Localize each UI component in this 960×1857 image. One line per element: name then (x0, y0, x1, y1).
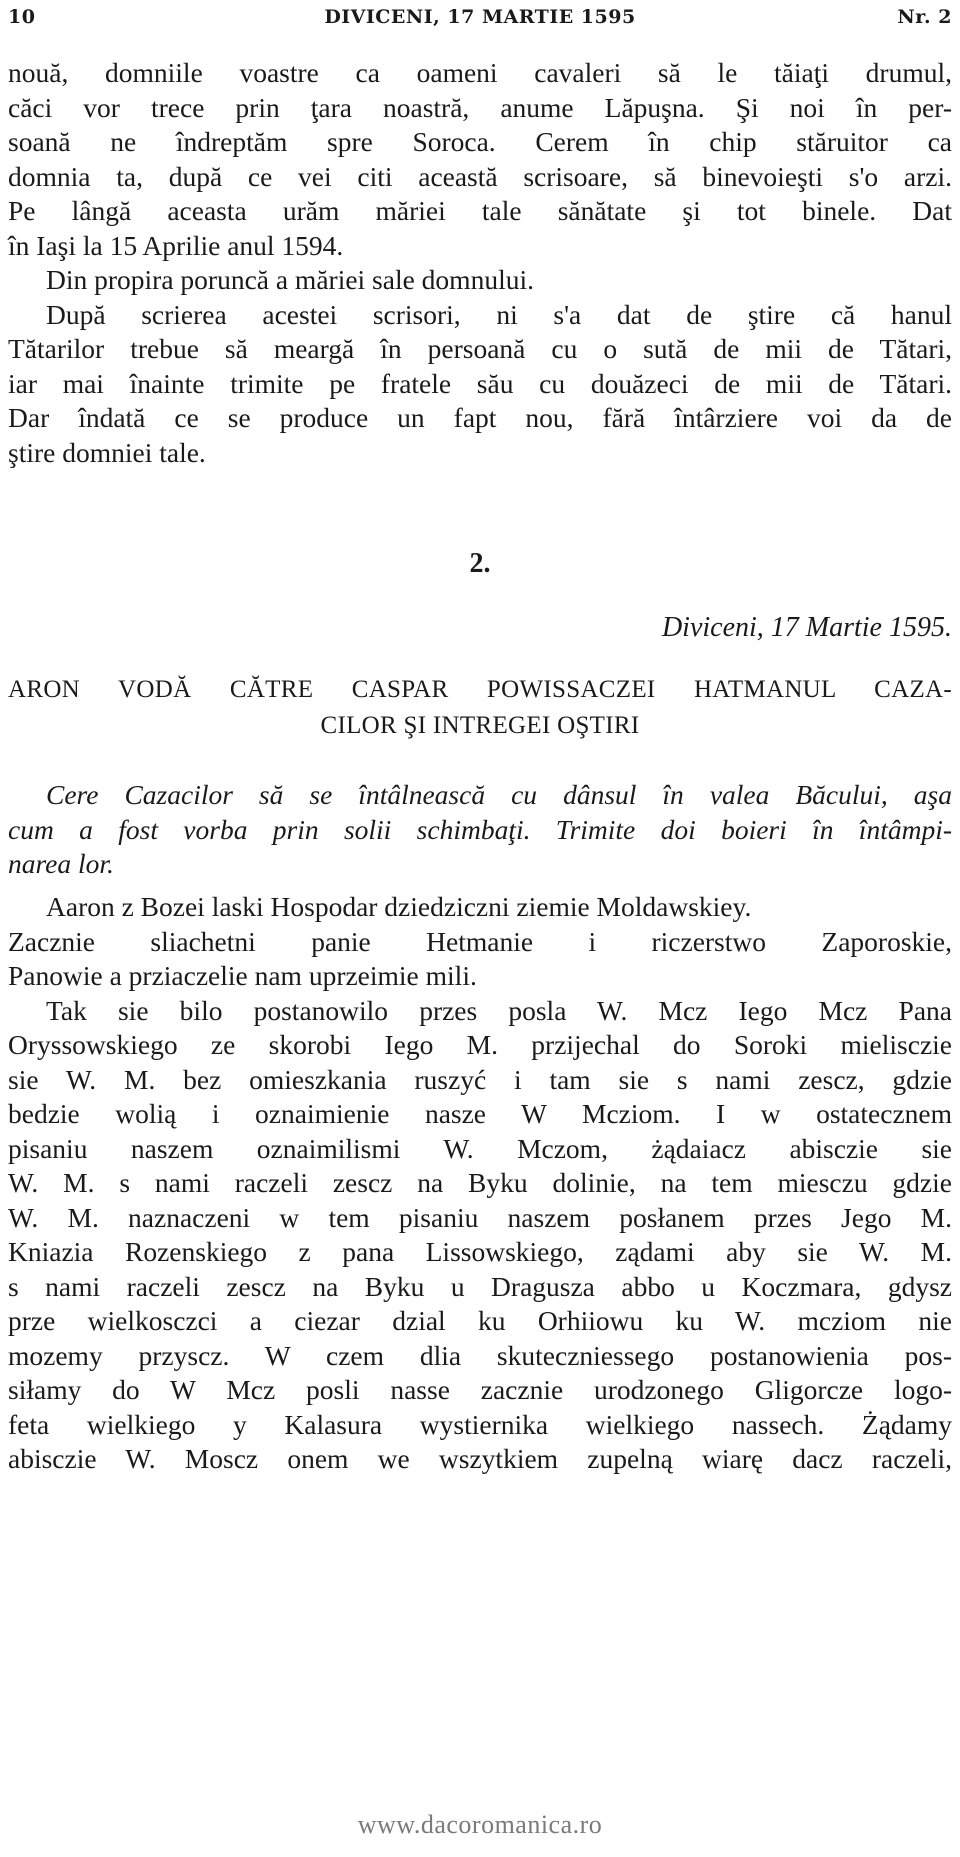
body-line: abisczie W. Moscz onem we wszytkiem zupelną wiarę dacz raczeli, (8, 1443, 952, 1474)
body-line: s nami raczeli zescz na Byku u Dragusza abbo u Koczmara, gdysz (8, 1270, 952, 1302)
body-line: bedzie wolią i oznaimienie nasze W Mcziom. I w ostatecznem (8, 1098, 952, 1129)
summary-line: narea lor. (8, 848, 114, 879)
body-line: siłamy do W Mcz posli nasse zacznie urodzonego Gligorcze logo- (8, 1374, 952, 1405)
body-line: sie W. M. bez omieszkania ruszyć i tam sie s nami zescz, gdzie (8, 1063, 952, 1095)
postscript-line: Dar îndată ce se produce un fapt nou, fără întârziere voi da de (8, 402, 952, 433)
issue-number: Nr. 2 (897, 6, 952, 28)
postscript-line: Tătarilor trebue să meargă în persoană cu o sută de mii de Tătari, (8, 333, 952, 364)
text-line: Pe lângă aceasta urăm măriei tale sănătate şi tot binele. Dat (8, 195, 952, 226)
body-line: Aaron z Bozei laski Hospodar dziedziczni ziemie Moldawskiey. (46, 891, 752, 922)
body-line: Kniazia Rozenskiego z pana Lissowskiego, ządami aby sie W. M. (8, 1236, 952, 1267)
summary-line: Cere Cazacilor să se întâlnească cu dânsul în valea Băcului, aşa (46, 779, 952, 810)
signature-line: Din propira poruncă a măriei sale domnului. (46, 264, 534, 295)
postscript-line: ştire domniei tale. (8, 436, 206, 468)
body-line: Zacznie sliachetni panie Hetmanie i riczerstwo Zaporoskie, (8, 925, 952, 957)
running-title: DIVICENI, 17 MARTIE 1595 (324, 6, 636, 28)
text-line: nouă, domniile voastre ca oameni cavaleri să le tăiaţi drumul, (8, 57, 952, 88)
body-line: Tak sie bilo postanowilo przes posla W. Mcz Iego Mcz Pana (46, 994, 952, 1026)
heading-line: CILOR ŞI INTREGEI OŞTIRI (320, 712, 640, 739)
body-line: prze wielkosczci a ciezar dzial ku Orhiiowu ku W. mcziom nie (8, 1305, 952, 1336)
body-line: Panowie a prziaczelie nam uprzeimie mili. (8, 960, 477, 991)
page-header (8, 6, 952, 36)
postscript-line: iar mai înainte trimite pe fratele său cu douăzeci de mii de Tătari. (8, 367, 952, 399)
body-line: feta wielkiego y Kalasura wystiernika wielkiego nassech. Żądamy (8, 1408, 952, 1440)
watermark: www.dacoromanica.ro (357, 1810, 603, 1839)
page-number: 10 (8, 6, 36, 28)
letter-summary (8, 778, 952, 882)
letter-heading (8, 672, 952, 744)
letter-number: 2. (469, 548, 491, 579)
body-line: W. M. naznaczeni w tem pisaniu naszem posłanem przes Jego M. (8, 1201, 952, 1233)
body-line: pisaniu naszem oznaimilismi W. Mczom, żądaiacz abisczie sie (8, 1132, 952, 1164)
heading-line: ARON VODĂ CĂTRE CASPAR POWISSACZEI HATMANUL CAZA- (8, 676, 952, 703)
summary-line: cum a fost vorba prin solii schimbaţi. Trimite doi boieri în întâmpi- (8, 813, 952, 845)
text-line: în Iaşi la 15 Aprilie anul 1594. (8, 229, 344, 261)
text-line: domnia ta, după ce vei citi această scrisoare, să binevoieşti s'o arzi. (8, 160, 952, 192)
text-line: căci vor trece prin ţara noastră, anume Lăpuşna. Şi noi în per- (8, 91, 952, 123)
body-line: W. M. s nami raczeli zescz na Byku dolinie, na tem miesczu gdzie (8, 1167, 952, 1198)
text-line: soană ne îndreptăm spre Soroca. Cerem în chip stăruitor ca (8, 126, 952, 157)
letter-dateline: Diviceni, 17 Martie 1595. (661, 612, 952, 643)
letter-body (8, 890, 952, 1477)
postscript-line: După scrierea acestei scrisori, ni s'a dat de ştire că hanul (46, 298, 952, 330)
previous-letter-text (8, 56, 952, 470)
body-line: mozemy przyscz. W czem dlia skuteczniessego postanowienia pos- (8, 1339, 952, 1371)
body-line: Oryssowskiego ze skorobi Iego M. przijechal do Soroki mielisczie (8, 1029, 952, 1060)
